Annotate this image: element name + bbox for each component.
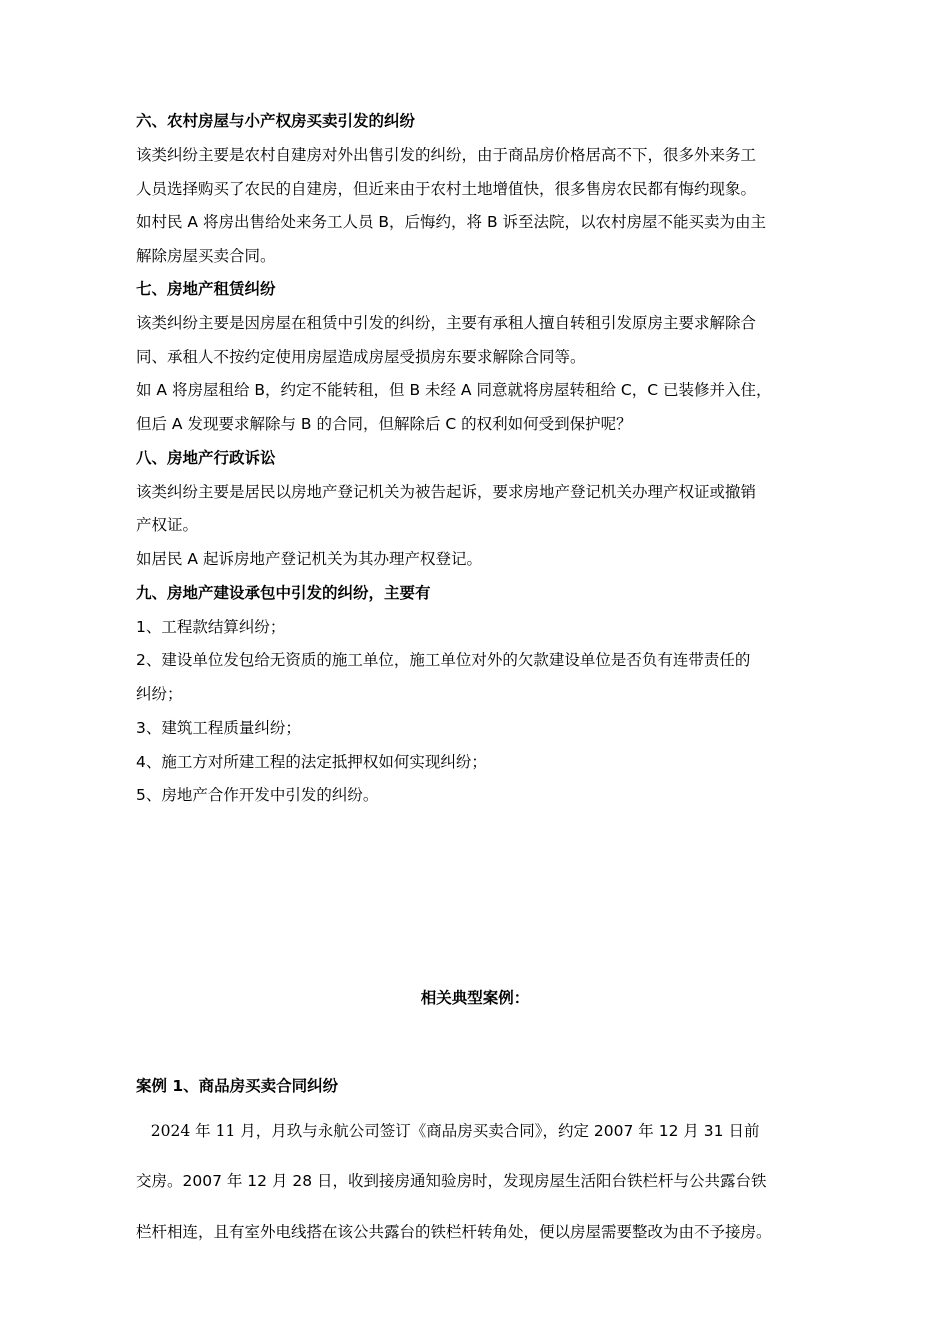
section-9-item-4: 4、施工方对所建工程的法定抵押权如何实现纠纷； [136,753,487,771]
section-7-title: 七、房地产租赁纠纷 [136,280,276,298]
section-6-title: 六、农村房屋与小产权房买卖引发的纠纷 [136,112,416,130]
section-8-line-2: 产权证。 [136,516,199,534]
case-1-line-3: 栏杆相连，且有室外电线搭在该公共露台的铁栏杆转角处，便以房屋需要整改为由不予接房。 [136,1223,772,1241]
section-6-line-4: 解除房屋买卖合同。 [136,247,276,265]
section-9-item-1: 1、工程款结算纠纷； [136,618,286,636]
section-7-line-2: 同、承租人不按约定使用房屋造成房屋受损房东要求解除合同等。 [136,348,586,366]
section-6-line-1: 该类纠纷主要是农村自建房对外出售引发的纠纷，由于商品房价格居高不下，很多外来务工 [136,146,757,164]
cases-heading: 相关典型案例： [420,989,530,1007]
section-9-item-2-cont: 纠纷； [136,685,183,703]
section-9-item-2: 2、建设单位发包给无资质的施工单位，施工单位对外的欠款建设单位是否负有连带责任的 [136,651,751,669]
section-9-item-5: 5、房地产合作开发中引发的纠纷。 [136,786,379,804]
section-8-line-3: 如居民 A 起诉房地产登记机关为其办理产权登记。 [136,550,482,568]
case-1-line-1 [136,1121,826,1141]
section-8-title: 八、房地产行政诉讼 [136,449,276,467]
section-8-line-1: 该类纠纷主要是居民以房地产登记机关为被告起诉，要求房地产登记机关办理产权证或撤销 [136,483,757,501]
section-7-line-3: 如 A 将房屋租给 B，约定不能转租，但 B 未经 A 同意就将房屋转租给 C，C 已装修并入住， [136,381,772,399]
case-1-line-2: 交房。2007 年 12 月 28 日，收到接房通知验房时，发现房屋生活阳台铁栏杆与公共露台铁 [136,1172,767,1190]
section-7-line-4: 但后 A 发现要求解除与 B 的合同，但解除后 C 的权利如何受到保护呢？ [136,415,632,433]
section-9-item-3: 3、建筑工程质量纠纷； [136,719,301,737]
section-6-line-3: 如村民 A 将房出售给处来务工人员 B，后悔约，将 B 诉至法院，以农村房屋不能买卖为由主 [136,213,767,231]
section-6-line-2: 人员选择购买了农民的自建房，但近来由于农村土地增值快，很多售房农民都有悔约现象。 [136,180,757,198]
case-1-line-1-rest: ，月玖与永航公司签订《商品房买卖合同》，约定 2007 年 12 月 31 日前 [255,1122,760,1140]
case-1-date: 2024 年 11 月 [150,1122,256,1140]
case-1-title: 案例 1、商品房买卖合同纠纷 [136,1077,339,1095]
section-9-title: 九、房地产建设承包中引发的纠纷，主要有 [136,584,431,602]
section-7-line-1: 该类纠纷主要是因房屋在租赁中引发的纠纷，主要有承租人擅自转租引发原房主要求解除合 [136,314,757,332]
